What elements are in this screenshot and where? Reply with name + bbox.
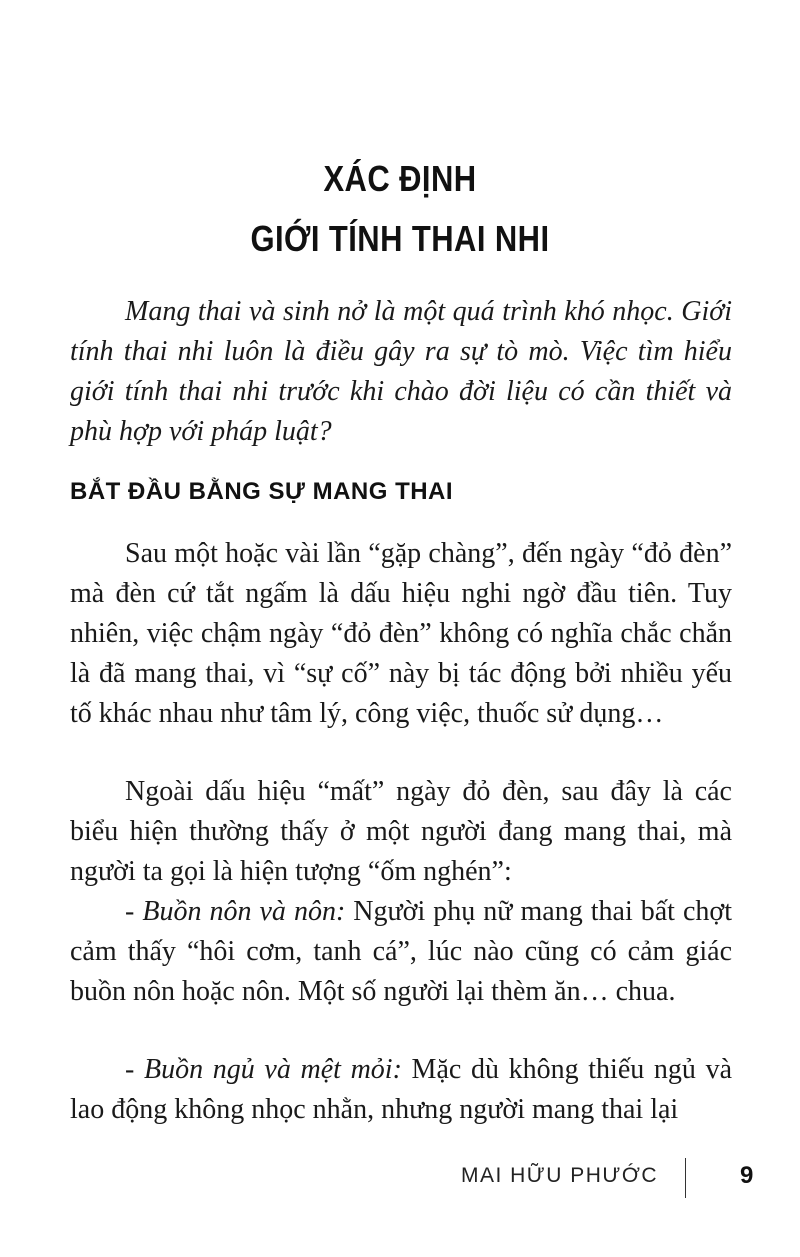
section-heading: BẮT ĐẦU BẰNG SỰ MANG THAI [70,478,454,505]
footer-divider [685,1158,686,1198]
paragraph-4 [70,1050,732,1130]
footer-author: MAI HỮU PHƯỚC [460,1164,658,1187]
paragraph-4-lead: - Buồn ngủ và mệt mỏi: [125,1054,402,1085]
paragraph-3-text: Người phụ nữ mang thai bất chợt cảm thấy “hôi cơm, tanh cá”, lúc nào cũng có cảm giác buồn nôn hoặc nôn. Một số người lại thèm ăn… chua. [70,896,732,1007]
chapter-intro: Mang thai và sinh nở là một quá trình khó nhọc. Giới tính thai nhi luôn là điều gây ra sự tò mò. Việc tìm hiểu giới tính thai nhi trước khi chào đời liệu có cần thiết và phù hợp với pháp luật? [70,296,732,447]
page-number: 9 [740,1162,754,1189]
paragraph-3 [70,892,732,1012]
chapter-title-line1: XÁC ĐỊNH [323,158,477,199]
paragraph-3-lead: - Buồn nôn và nôn: [125,896,346,927]
paragraph-2: Ngoài dấu hiệu “mất” ngày đỏ đèn, sau đây là các biểu hiện thường thấy ở một người đang mang thai, mà người ta gọi là hiện tượng “ốm nghén”: [70,776,732,887]
paragraph-1: Sau một hoặc vài lần “gặp chàng”, đến ngày “đỏ đèn” mà đèn cứ tắt ngấm là dấu hiệu nghi ngờ đầu tiên. Tuy nhiên, việc chậm ngày “đỏ đèn” không có nghĩa chắc chắn là đã mang thai, vì “sự cố” này bị tác động bởi nhiều yếu tố khác nhau như tâm lý, công việc, thuốc sử dụng… [70,538,732,729]
paragraph-4-text: Mặc dù không thiếu ngủ và lao động không nhọc nhằn, nhưng người mang thai lại [70,1054,732,1125]
chapter-title-line2: GIỚI TÍNH THAI NHI [250,218,550,259]
page-footer [0,1158,800,1198]
